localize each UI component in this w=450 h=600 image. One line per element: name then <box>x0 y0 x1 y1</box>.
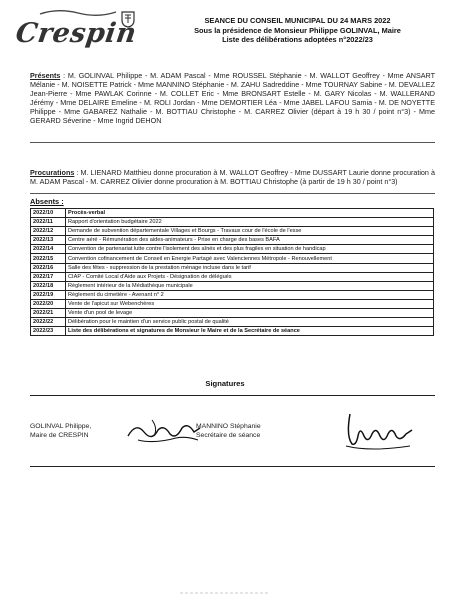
presents-paragraph <box>30 71 435 125</box>
deliberation-title: Convention cofinancement de Conseil en Energie Partagé avec Valenciennes Métropole - Renouvellement <box>66 254 434 263</box>
deliberation-number: 2022/16 <box>31 263 66 272</box>
deliberation-number: 2022/17 <box>31 272 66 281</box>
deliberations-table <box>30 208 434 336</box>
deliberation-number: 2022/12 <box>31 227 66 236</box>
deliberation-number: 2022/10 <box>31 209 66 218</box>
mayor-signature-block <box>30 422 91 440</box>
secretary-role: Secrétaire de séance <box>196 432 261 439</box>
deliberation-title: Délibération pour le maintien d'un service public postal de qualité <box>66 318 434 327</box>
deliberation-number: 2022/21 <box>31 309 66 318</box>
procurations-label: Procurations <box>30 168 75 177</box>
deliberation-number: 2022/20 <box>31 299 66 308</box>
table-row <box>31 290 434 299</box>
procurations-paragraph <box>30 168 435 186</box>
procurations-text: : M. LIENARD Matthieu donne procuration à M. WALLOT Geoffrey - Mme DUSSART Laurie donne procuration à M. ADAM Pascal - M. CARREZ Olivier donne procuration à M. BOTTIAU Christophe (à partir de 19 h 30 / point n°3) <box>30 168 435 186</box>
secretary-signature-block <box>196 422 261 440</box>
absents-label: Absents : <box>30 197 64 206</box>
deliberation-number: 2022/11 <box>31 218 66 227</box>
deliberation-title: Centre aéré - Rémunération des aides-animateurs - Prise en charge des bases BAFA <box>66 236 434 245</box>
signatures-box <box>30 395 435 467</box>
divider <box>30 193 435 194</box>
deliberation-title: CIAP - Comité Local d'Aide aux Projets - Désignation de délégués <box>66 272 434 281</box>
deliberation-number: 2022/22 <box>31 318 66 327</box>
deliberation-number: 2022/19 <box>31 290 66 299</box>
table-row <box>31 263 434 272</box>
crespin-logo <box>8 4 148 56</box>
secretary-name: MANNINO Stéphanie <box>196 423 261 430</box>
table-row <box>31 318 434 327</box>
session-title <box>155 16 440 45</box>
table-row <box>31 272 434 281</box>
session-title-line1: SEANCE DU CONSEIL MUNICIPAL DU 24 MARS 2022 <box>204 16 391 25</box>
table-row <box>31 245 434 254</box>
deliberation-title: Liste des délibérations et signatures de Monsieur le Maire et de la Secrétaire de séance <box>66 327 434 336</box>
presents-label: Présents <box>30 71 61 80</box>
deliberation-title: Salle des fêtes - suppression de la prestation ménage incluse dans le tarif <box>66 263 434 272</box>
presents-text: : M. GOLINVAL Philippe - M. ADAM Pascal - Mme ROUSSEL Stéphanie - M. WALLOT Geoffrey - Mme ANSART Mélanie - M. NOISETTE Patrick - Mme MANNINO Stéphanie - M. ZAHU Sadreddine - Mme TOURNAY Sabine - M. DEVALLEZ Jean-Pierre - Mme PAWLAK Corinne - M. COLLET Eric - Mme BRONSART Estelle - M. GARY Nicolas - M. WALLERAND Jérémy - Mme DELAIRE Emeline - M. ROLI Jordan - Mme DEMORTIER Léa - Mme JABEL LAFOU Samia - M. DE NOYETTE Philippe - Mme GABAREZ Nathalie - M. BOTTIAU Christophe - M. CARREZ Olivier (départ à 19 h 30 / point n°3) - Mme GERARD Séverine - Mme Ingrid DEHON <box>30 71 435 125</box>
deliberation-title: Convention de partenariat lutte contre l'isolement des aînés et des plus fragiles en situation de handicap <box>66 245 434 254</box>
logo-ornament-icon <box>38 8 118 18</box>
footer-mark-icon <box>180 590 270 596</box>
deliberation-number: 2022/13 <box>31 236 66 245</box>
mayor-name: GOLINVAL Philippe, <box>30 423 92 430</box>
mayor-signature-icon <box>124 414 204 448</box>
table-row <box>31 299 434 308</box>
deliberation-title: Procès-verbal <box>66 209 434 218</box>
table-row <box>31 218 434 227</box>
deliberation-number: 2022/23 <box>31 327 66 336</box>
table-row <box>31 254 434 263</box>
table-row <box>31 236 434 245</box>
deliberation-title: Règlement du cimetière - Avenant n° 2 <box>66 290 434 299</box>
deliberation-title: Règlement intérieur de la Médiathèque municipale <box>66 281 434 290</box>
table-header-row <box>31 209 434 218</box>
table-row <box>31 227 434 236</box>
logo-script-text: Crespin <box>13 18 139 49</box>
table-row <box>31 281 434 290</box>
mayor-role: Maire de CRESPIN <box>30 432 89 439</box>
deliberation-title: Demande de subvention départementale Villages et Bourgs - Travaux cour de l'école de l'esse <box>66 227 434 236</box>
secretary-signature-icon <box>340 406 420 456</box>
deliberation-number: 2022/14 <box>31 245 66 254</box>
signatures-heading: Signatures <box>205 379 245 388</box>
deliberation-title: Rapport d'orientation budgétaire 2022 <box>66 218 434 227</box>
session-title-line2: Sous la présidence de Monsieur Philippe GOLINVAL, Maire <box>194 25 401 35</box>
table-row <box>31 309 434 318</box>
deliberation-number: 2022/18 <box>31 281 66 290</box>
deliberation-title: Vente de l'apicut sur Webenchères <box>66 299 434 308</box>
session-title-line3: Liste des délibérations adoptées n°2022/23 <box>222 35 373 45</box>
deliberation-number: 2022/15 <box>31 254 66 263</box>
deliberation-title: Vente d'un pool de levage <box>66 309 434 318</box>
divider <box>30 142 435 143</box>
table-row <box>31 327 434 336</box>
